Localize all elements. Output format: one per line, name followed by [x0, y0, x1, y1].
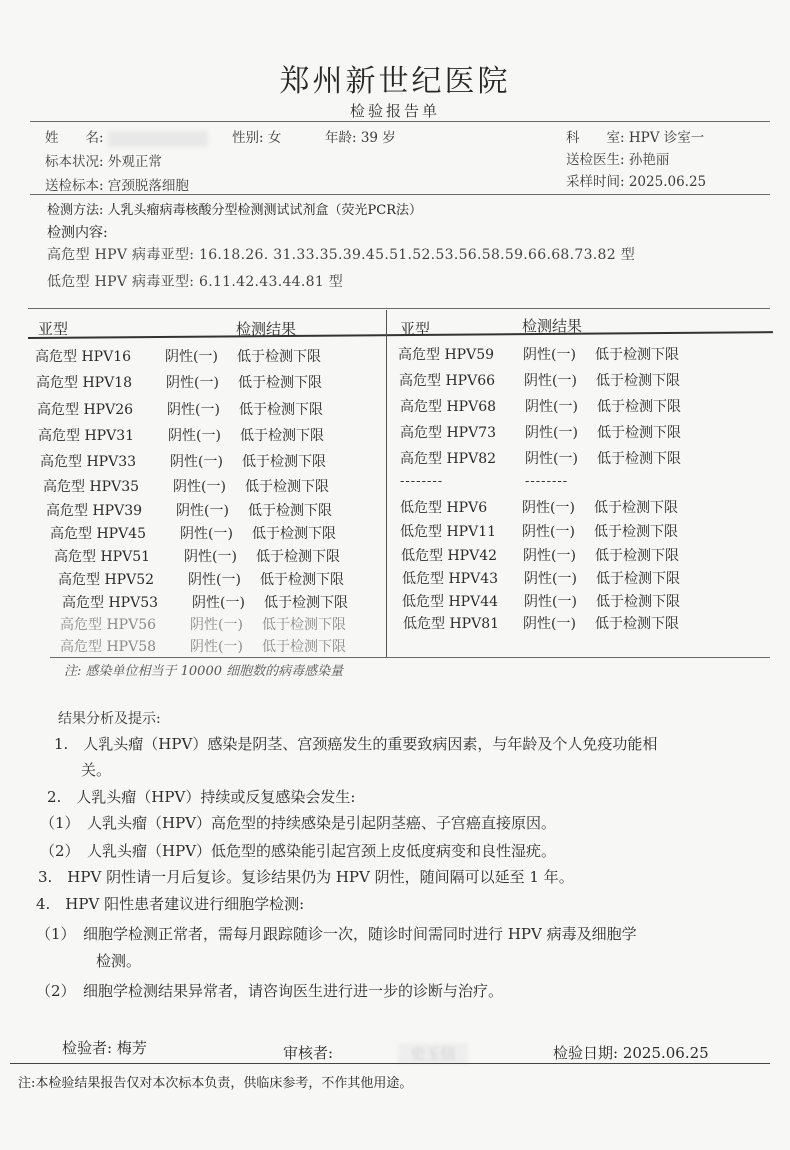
table-row: 低危型 HPV6 阴性(一) 低于检测下限 [400, 500, 678, 516]
table-top-rule [28, 308, 770, 309]
report-title: 检验报告单 [349, 102, 440, 120]
table-row: 高危型 HPV45 阴性(一) 低于检测下限 [50, 526, 336, 542]
table-row: 高危型 HPV53 阴性(一) 低于检测下限 [62, 595, 348, 611]
table-note: 注: 感染单位相当于 10000 细胞数的病毒感染量 [64, 664, 344, 679]
table-row: 高危型 HPV31 阴性(一) 低于检测下限 [38, 428, 324, 444]
right-type-header: 亚型 [400, 320, 431, 338]
low-risk-subtypes: 低危型 HPV 病毒亚型: 6.11.42.43.44.81 型 [47, 274, 344, 290]
table-column-divider [386, 310, 387, 658]
reviewer-signature-stamp: 史玉信 [398, 1043, 468, 1065]
table-row: 高危型 HPV18 阴性(一) 低于检测下限 [36, 375, 322, 391]
high-risk-subtypes: 高危型 HPV 病毒亚型: 16.18.26. 31.33.35.39.45.51.52.53.56.58.59.66.68.73.82 型 [47, 247, 636, 263]
table-row: 低危型 HPV11 阴性(一) 低于检测下限 [400, 524, 678, 540]
analysis-line: 关。 [81, 761, 112, 779]
table-row: 高危型 HPV35 阴性(一) 低于检测下限 [43, 479, 329, 495]
table-row: 高危型 HPV68 阴性(一) 低于检测下限 [400, 399, 681, 415]
reviewer-label: 审核者: [283, 1044, 334, 1062]
test-content-label: 检测内容: [47, 225, 108, 241]
analysis-line: （2） 细胞学检测结果异常者，请咨询医生进行进一步的诊断与治疗。 [36, 982, 504, 1000]
header-rule [30, 121, 770, 122]
reviewer [283, 1042, 468, 1065]
examiner: 检验者: 梅芳 [62, 1039, 147, 1057]
test-date: 检验日期: 2025.06.25 [553, 1044, 709, 1062]
analysis-line: （1） 人乳头瘤（HPV）高危型的持续感染是引起阴茎癌、子宫癌直接原因。 [40, 814, 557, 832]
footer-note: 注:本检验结果报告仅对本次标本负责，供临床参考，不作其他用途。 [18, 1076, 413, 1091]
table-row: 高危型 HPV26 阴性(一) 低于检测下限 [37, 402, 323, 418]
analysis-line: 检测。 [96, 952, 142, 970]
table-row: 高危型 HPV58 阴性(一) 低于检测下限 [60, 639, 346, 655]
table-separator-row: -------- -------- [400, 474, 569, 489]
patient-age: 年龄: 39 岁 [325, 130, 396, 146]
table-row: 低危型 HPV81 阴性(一) 低于检测下限 [403, 616, 679, 632]
specimen-type: 送检标本: 宫颈脱落细胞 [45, 178, 189, 194]
right-result-header: 检测结果 [522, 317, 583, 335]
table-row: 高危型 HPV33 阴性(一) 低于检测下限 [40, 454, 326, 470]
patient-name [45, 126, 208, 147]
patient-gender: 性别: 女 [232, 130, 282, 146]
table-row: 高危型 HPV52 阴性(一) 低于检测下限 [58, 572, 344, 588]
analysis-title: 结果分析及提示: [58, 711, 161, 727]
analysis-line: 3. HPV 阴性请一月后复诊。复诊结果仍为 HPV 阴性，随间隔可以延至 1 年。 [38, 868, 574, 886]
test-method: 检测方法: 人乳头瘤病毒核酸分型检测测试试剂盒（荧光PCR法） [47, 203, 422, 218]
analysis-line: （1） 细胞学检测正常者，需每月跟踪随诊一次，随诊时间需同时进行 HPV 病毒及细胞学 [36, 925, 637, 943]
redacted-name [108, 131, 208, 147]
footer-rule [10, 1063, 770, 1064]
table-row: 高危型 HPV51 阴性(一) 低于检测下限 [54, 549, 340, 565]
table-row: 高危型 HPV73 阴性(一) 低于检测下限 [400, 425, 681, 441]
table-bottom-rule [50, 657, 770, 658]
table-row: 低危型 HPV42 阴性(一) 低于检测下限 [401, 548, 679, 564]
patient-name-label: 姓 名: [45, 130, 104, 146]
info-rule [30, 194, 770, 195]
table-row: 高危型 HPV82 阴性(一) 低于检测下限 [400, 451, 681, 467]
table-row: 低危型 HPV43 阴性(一) 低于检测下限 [402, 571, 680, 587]
table-row: 高危型 HPV56 阴性(一) 低于检测下限 [60, 617, 346, 633]
table-row: 高危型 HPV59 阴性(一) 低于检测下限 [398, 347, 679, 363]
specimen-status: 标本状况: 外观正常 [45, 154, 162, 170]
left-result-header: 检测结果 [236, 320, 297, 338]
table-row: 高危型 HPV39 阴性(一) 低于检测下限 [46, 503, 332, 519]
analysis-line: （2） 人乳头瘤（HPV）低危型的感染能引起宫颈上皮低度病变和良性湿疣。 [40, 842, 557, 860]
hospital-name: 郑州新世纪医院 [279, 64, 511, 99]
sample-time: 采样时间: 2025.06.25 [566, 174, 707, 190]
analysis-line: 2. 人乳头瘤（HPV）持续或反复感染会发生: [47, 788, 356, 806]
table-row: 高危型 HPV66 阴性(一) 低于检测下限 [399, 373, 680, 389]
department: 科 室: HPV 诊室一 [566, 130, 705, 146]
analysis-line: 4. HPV 阳性患者建议进行细胞学检测: [36, 895, 305, 913]
referring-doctor: 送检医生: 孙艳丽 [566, 152, 670, 168]
left-type-header: 亚型 [38, 320, 69, 338]
analysis-line: 1. 人乳头瘤（HPV）感染是阴茎、宫颈癌发生的重要致病因素，与年龄及个人免疫功能相 [54, 735, 658, 753]
table-row: 低危型 HPV44 阴性(一) 低于检测下限 [402, 594, 680, 610]
table-row: 高危型 HPV16 阴性(一) 低于检测下限 [35, 349, 321, 365]
